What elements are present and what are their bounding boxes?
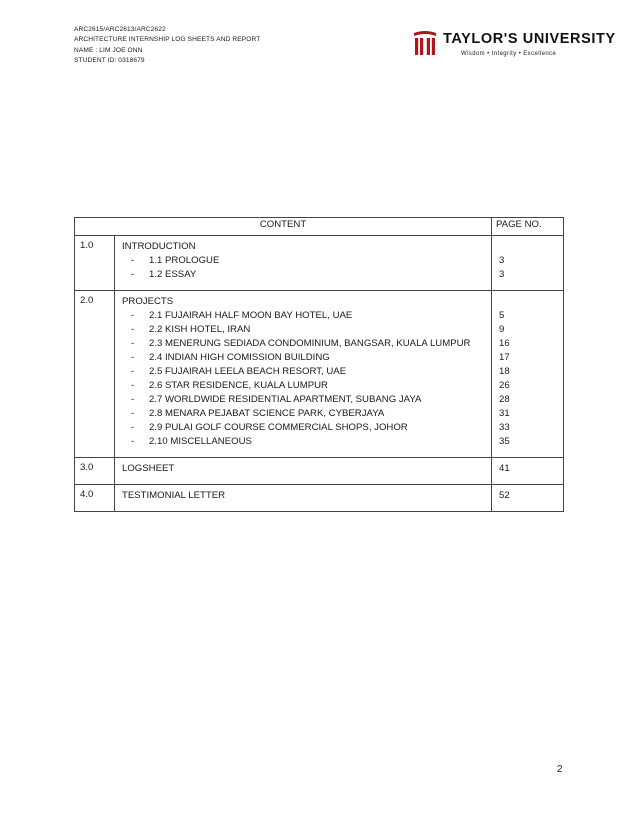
toc-item: - 2.3 MENERUNG SEDIADA CONDOMINIUM, BANGSAR, KUALA LUMPUR [131, 338, 471, 349]
toc-item-page: 9 [499, 324, 505, 335]
section-number: 1.0 [75, 236, 115, 291]
toc-item-page: 16 [499, 338, 510, 349]
section-content [115, 236, 492, 291]
toc-item: - 2.4 INDIAN HIGH COMISSION BUILDING [131, 352, 330, 363]
section-pages [492, 236, 564, 291]
toc-item-page: 35 [499, 436, 510, 447]
toc-item: - 2.6 STAR RESIDENCE, KUALA LUMPUR [131, 380, 328, 391]
section-content [115, 291, 492, 458]
toc-item: - 2.1 FUJAIRAH HALF MOON BAY HOTEL, UAE [131, 310, 353, 321]
toc-item-page: 3 [499, 255, 505, 266]
toc-item-page: 5 [499, 310, 505, 321]
university-emblem-icon [413, 30, 437, 56]
section-content [115, 485, 492, 512]
toc-header-content: CONTENT [75, 218, 492, 236]
logo-motto: Wisdom • Integrity • Excellence [461, 51, 557, 57]
section-number: 2.0 [75, 291, 115, 458]
toc-row [75, 485, 564, 512]
toc-row [75, 236, 564, 291]
toc-row [75, 291, 564, 458]
toc-item: - 1.2 ESSAY [131, 269, 197, 280]
section-pages [492, 485, 564, 512]
toc-item: - 2.10 MISCELLANEOUS [131, 436, 252, 447]
toc-item-page: 31 [499, 408, 510, 419]
section-page: 41 [499, 463, 510, 474]
toc-item-page: 33 [499, 422, 510, 433]
section-pages [492, 291, 564, 458]
header-line-student-id: STUDENT ID: 0318679 [74, 57, 145, 65]
document-header [74, 25, 260, 67]
toc-item: - 2.9 PULAI GOLF COURSE COMMERCIAL SHOPS, JOHOR [131, 422, 408, 433]
header-line-report-title: ARCHITECTURE INTERNSHIP LOG SHEETS AND REPORT [74, 36, 261, 44]
toc-item: - 2.7 WORLDWIDE RESIDENTIAL APARTMENT, SUBANG JAYA [131, 394, 422, 405]
table-of-contents [74, 217, 564, 512]
page-number: 2 [557, 764, 563, 775]
toc-item-page: 26 [499, 380, 510, 391]
logo-university-name: TAYLOR'S UNIVERSITY [443, 31, 616, 47]
section-title: INTRODUCTION [122, 241, 196, 252]
section-content [115, 458, 492, 485]
toc-item-page: 17 [499, 352, 510, 363]
toc-item: - 2.2 KISH HOTEL, IRAN [131, 324, 251, 335]
header-line-name: NAME : LIM JOE ONN [74, 46, 143, 54]
toc-item-page: 3 [499, 269, 505, 280]
toc-row [75, 458, 564, 485]
section-title: PROJECTS [122, 296, 174, 307]
header-line-course-codes: ARC2615/ARC2613/ARC2622 [74, 26, 166, 33]
section-title: TESTIMONIAL LETTER [122, 490, 226, 501]
toc-item: - 2.5 FUJAIRAH LEELA BEACH RESORT, UAE [131, 366, 347, 377]
toc-item-page: 18 [499, 366, 510, 377]
toc-item: - 2.8 MENARA PEJABAT SCIENCE PARK, CYBERJAYA [131, 408, 385, 419]
toc-item: - 1.1 PROLOGUE [131, 255, 220, 266]
section-number: 4.0 [75, 485, 115, 512]
section-title: LOGSHEET [122, 463, 175, 474]
section-pages [492, 458, 564, 485]
toc-item-page: 28 [499, 394, 510, 405]
university-logo [413, 28, 616, 66]
toc-header-page: PAGE NO. [492, 218, 564, 236]
section-number: 3.0 [75, 458, 115, 485]
section-page: 52 [499, 490, 510, 501]
toc-header-row [75, 218, 564, 236]
